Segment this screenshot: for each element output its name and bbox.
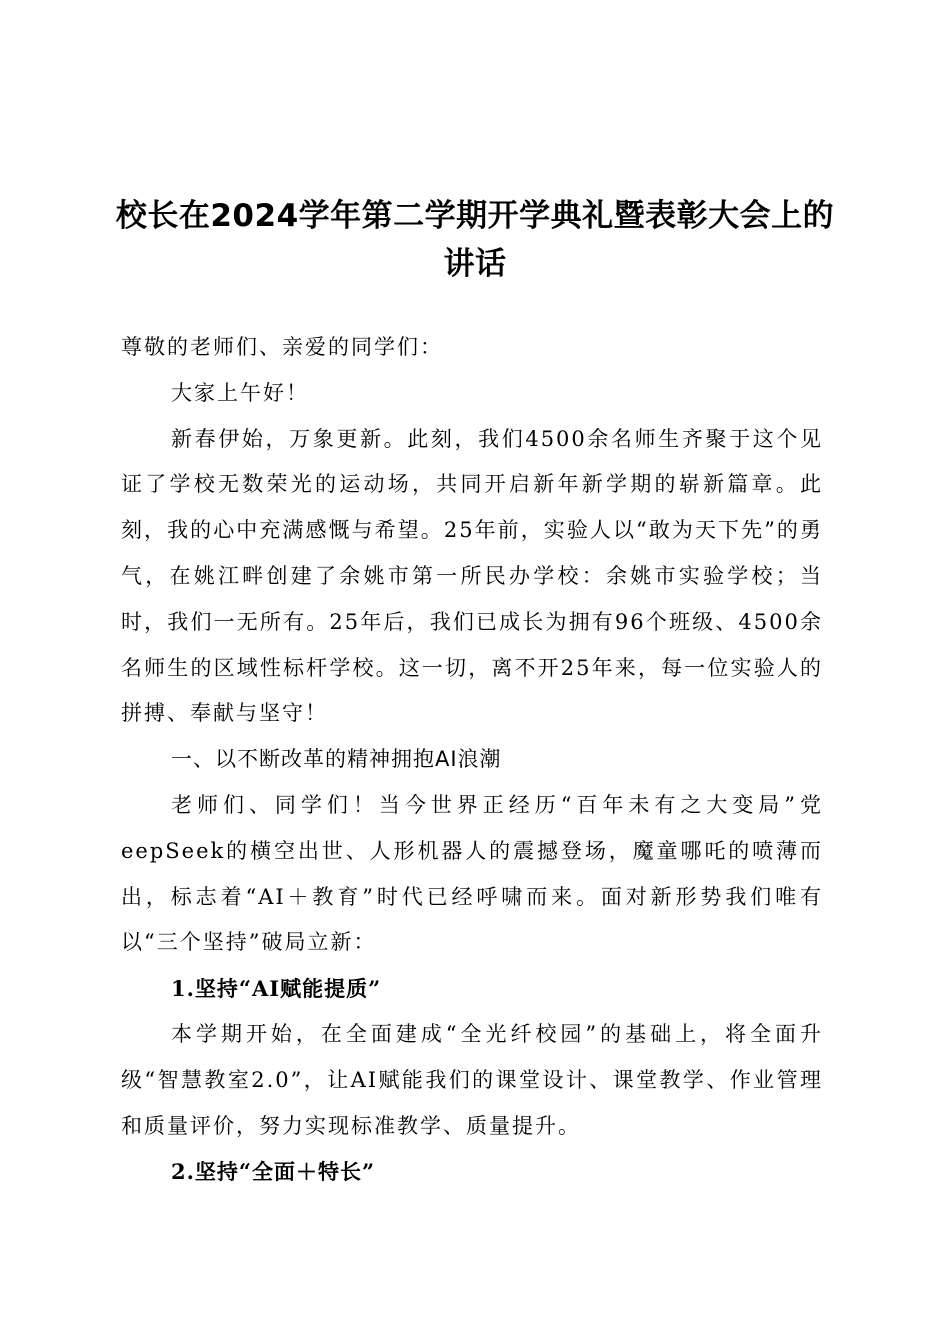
greeting: 大家上午好！ [171,380,309,405]
document-title: 校长在2024学年第二学期开学典礼暨表彰大会上的讲话 [115,198,835,282]
subsection-1-heading: 1.坚持“AI赋能提质” [171,976,382,1002]
paragraph-3: 本学期开始，在全面建成“全光纤校园”的基础上，将全面升级“智慧教室2.0”，让AI赋能我们的课堂设计、课堂教学、作业管理和质量评价，努力实现标准教学、质量提升。 [121,1021,823,1138]
document-body [121,325,823,1195]
salutation: 尊敬的老师们、亲爱的同学们： [121,335,443,359]
section-1-heading: 一、以不断改革的精神拥抱AI浪潮 [171,747,502,772]
paragraph-2: 老师们、同学们！当今世界正经历“百年未有之大变局”党eepSeek的横空出世、人形机器人的震撼登场，魔童哪吒的喷薄而出，标志着“AI＋教育”时代已经呼啸而来。面对新形势我们唯有以“三个坚持”破局立新： [121,792,823,955]
subsection-2-heading: 2.坚持“全面＋特长” [171,1159,376,1185]
paragraph-1: 新春伊始，万象更新。此刻，我们4500余名师生齐聚于这个见证了学校无数荣光的运动场，共同开启新年新学期的崭新篇章。此刻，我的心中充满感慨与希望。25年前，实验人以“敢为天下先”的勇气，在姚江畔创建了余姚市第一所民办学校：余姚市实验学校；当时，我们一无所有。25年后，我们已成长为拥有96个班级、4500余名师生的区域性标杆学校。这一切，离不开25年来，每一位实验人的拼搏、奉献与坚守！ [121,426,823,726]
